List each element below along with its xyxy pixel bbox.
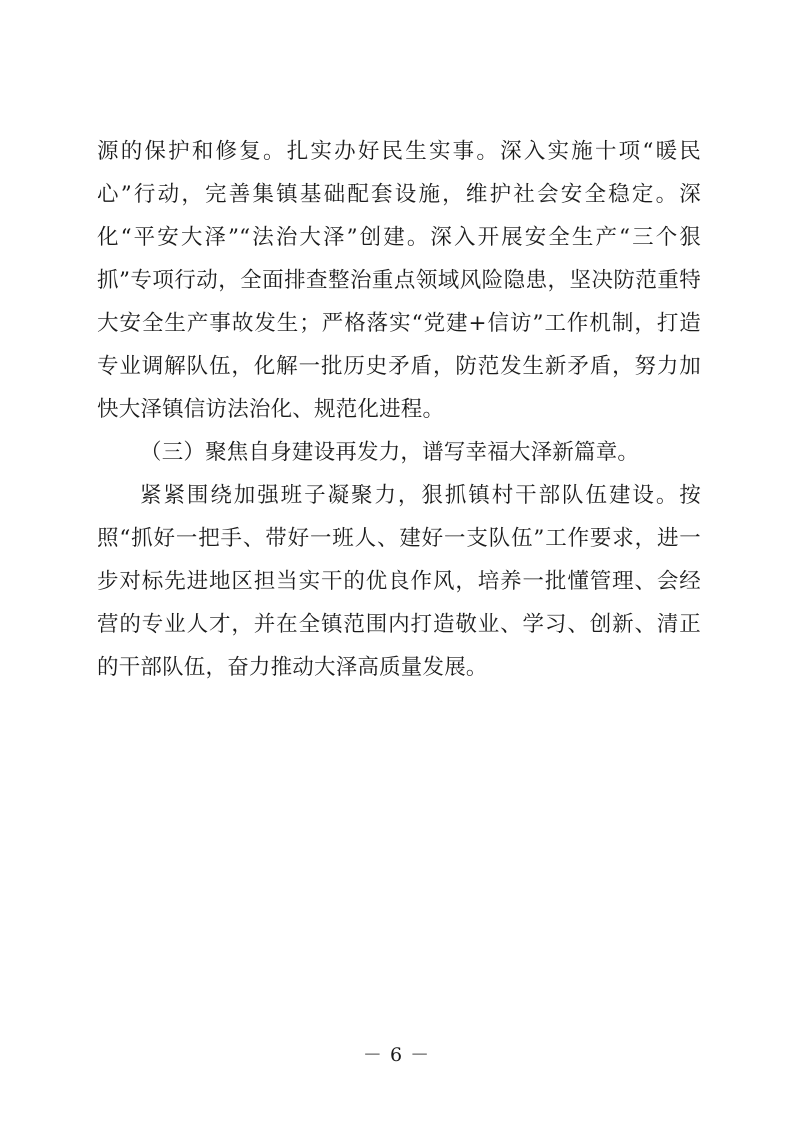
paragraph-section-heading: （三）聚焦自身建设再发力，谱写幸福大泽新篇章。 bbox=[140, 440, 640, 465]
page-number: － 6 － bbox=[362, 1044, 431, 1066]
paragraph-continuation: 源的保护和修复。扎实办好民生实事。深入实施十项“暖民心”行动，完善集镇基础配套设施，维护社会安全稳定。深化“平安大泽”“法治大泽”创建。深入开展安全生产“三个狠抓”专项行动，全面排查整治重点领域风险隐患，坚决防范重特大安全生产事故发生；严格落实“党建+信访”工作机制，打造专业调解队伍，化解一批历史矛盾，防范发生新矛盾，努力加快大泽镇信访法治化、规范化进程。 bbox=[97, 139, 701, 422]
page-body bbox=[97, 130, 701, 689]
paragraph-section-body: 紧紧围绕加强班子凝聚力，狠抓镇村干部队伍建设。按照“抓好一把手、带好一班人、建好一支队伍”工作要求，进一步对标先进地区担当实干的优良作风，培养一批懂管理、会经营的专业人才，并在全镇范围内打造敬业、学习、创新、清正的干部队伍，奋力推动大泽高质量发展。 bbox=[97, 483, 701, 680]
